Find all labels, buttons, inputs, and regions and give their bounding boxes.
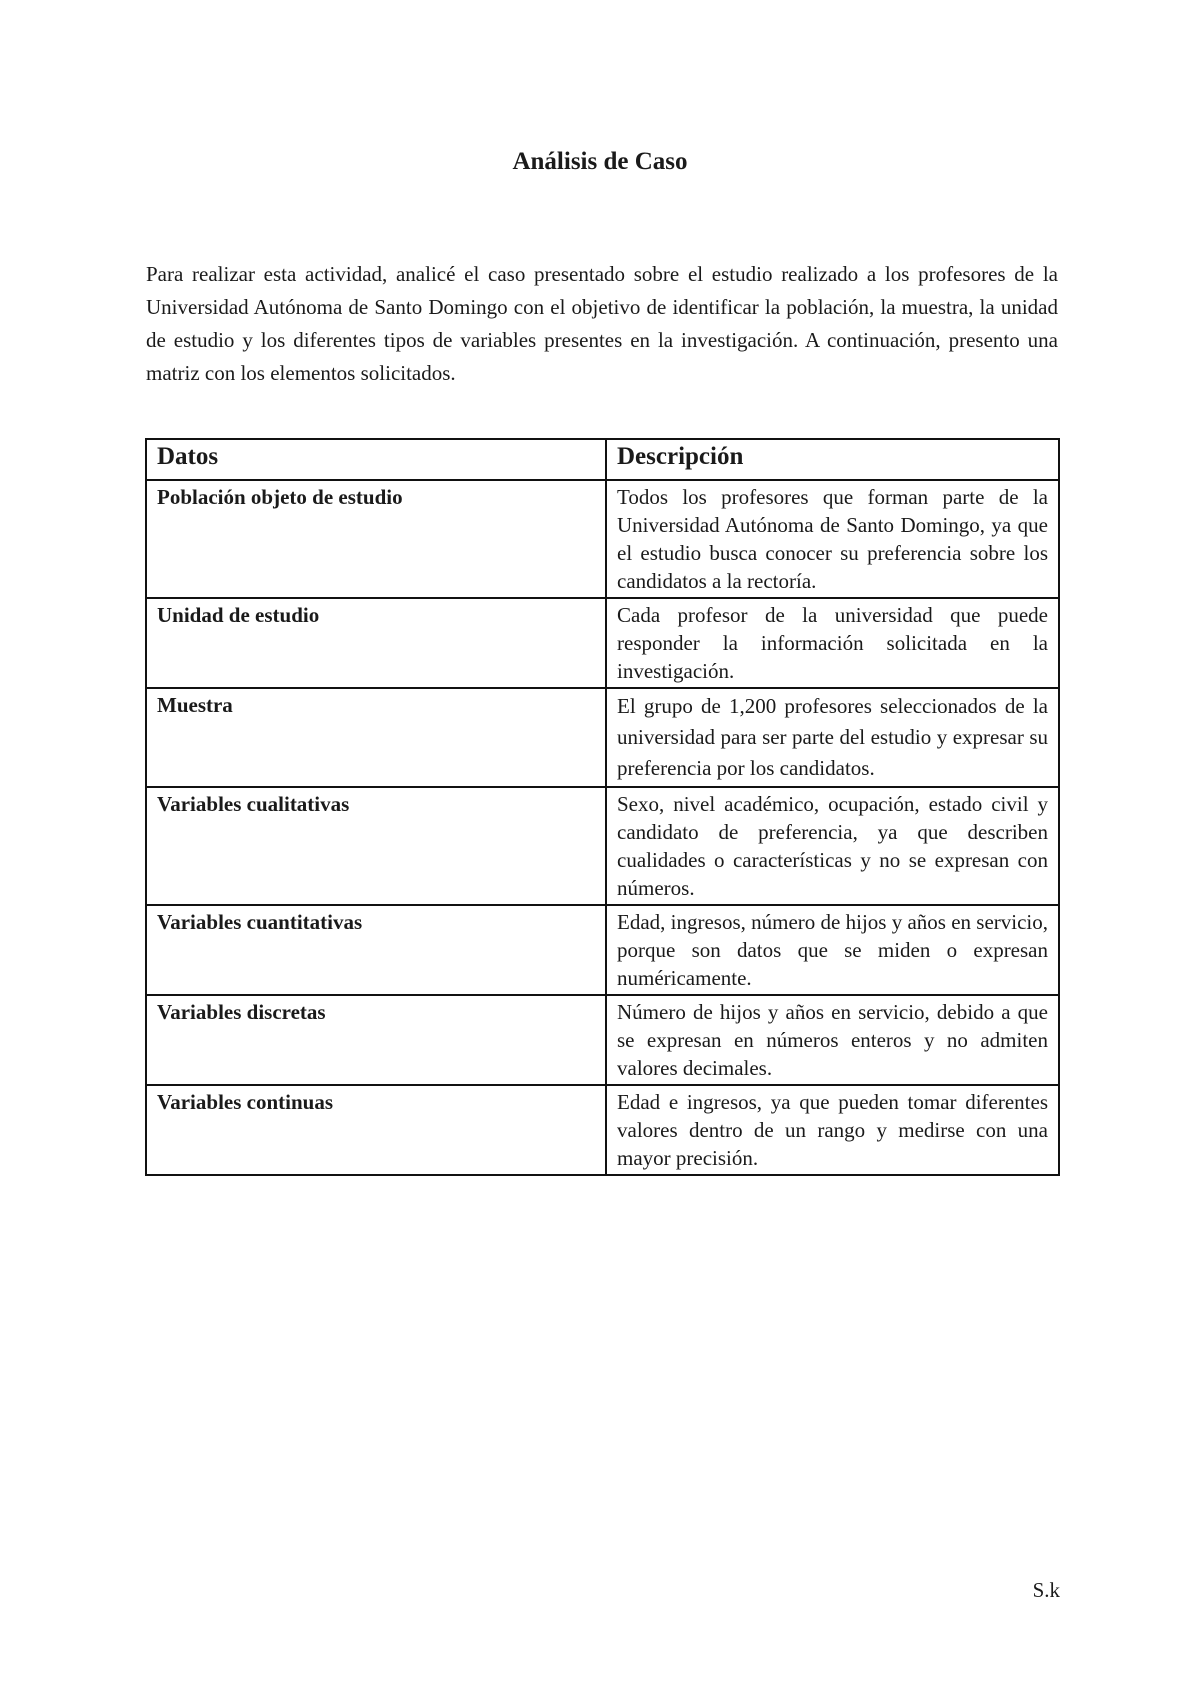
row-description: Edad, ingresos, número de hijos y años en servicio, porque son datos que se miden o expresan numéricamente.: [606, 905, 1059, 995]
table-row: [146, 688, 1059, 787]
elements-matrix-table: [145, 438, 1060, 1176]
table-row: [146, 787, 1059, 905]
table-header-row: [146, 439, 1059, 480]
header-datos: Datos: [146, 439, 606, 480]
page-title: Análisis de Caso: [512, 148, 688, 175]
row-description: Cada profesor de la universidad que puede responder la información solicitada en la investigación.: [606, 598, 1059, 688]
row-label: Variables cualitativas: [146, 787, 606, 905]
table-row: [146, 1085, 1059, 1175]
table-row: [146, 598, 1059, 688]
table-row: [146, 995, 1059, 1085]
row-label: Unidad de estudio: [146, 598, 606, 688]
row-description: Sexo, nivel académico, ocupación, estado civil y candidato de preferencia, ya que describen cualidades o características y no se expresan con números.: [606, 787, 1059, 905]
row-label: Muestra: [146, 688, 606, 787]
row-label: Variables cuantitativas: [146, 905, 606, 995]
row-description: El grupo de 1,200 profesores seleccionados de la universidad para ser parte del estudio y expresar su preferencia por los candidatos.: [606, 688, 1059, 787]
header-descripcion: Descripción: [606, 439, 1059, 480]
row-label: Población objeto de estudio: [146, 480, 606, 598]
row-label: Variables continuas: [146, 1085, 606, 1175]
row-description: Edad e ingresos, ya que pueden tomar diferentes valores dentro de un rango y medirse con una mayor precisión.: [606, 1085, 1059, 1175]
intro-paragraph: Para realizar esta actividad, analicé el caso presentado sobre el estudio realizado a los profesores de la Universidad Autónoma de Santo Domingo con el objetivo de identificar la población, la muestra, la unidad de estudio y los diferentes tipos de variables presentes en la investigación. A continuación, presento una matriz con los elementos solicitados.: [146, 262, 1058, 385]
row-description: Número de hijos y años en servicio, debido a que se expresan en números enteros y no admiten valores decimales.: [606, 995, 1059, 1085]
page-footer-mark: S.k: [1032, 1578, 1060, 1602]
table-row: [146, 905, 1059, 995]
row-description: Todos los profesores que forman parte de la Universidad Autónoma de Santo Domingo, ya que el estudio busca conocer su preferencia sobre los candidatos a la rectoría.: [606, 480, 1059, 598]
table-row: [146, 480, 1059, 598]
row-label: Variables discretas: [146, 995, 606, 1085]
